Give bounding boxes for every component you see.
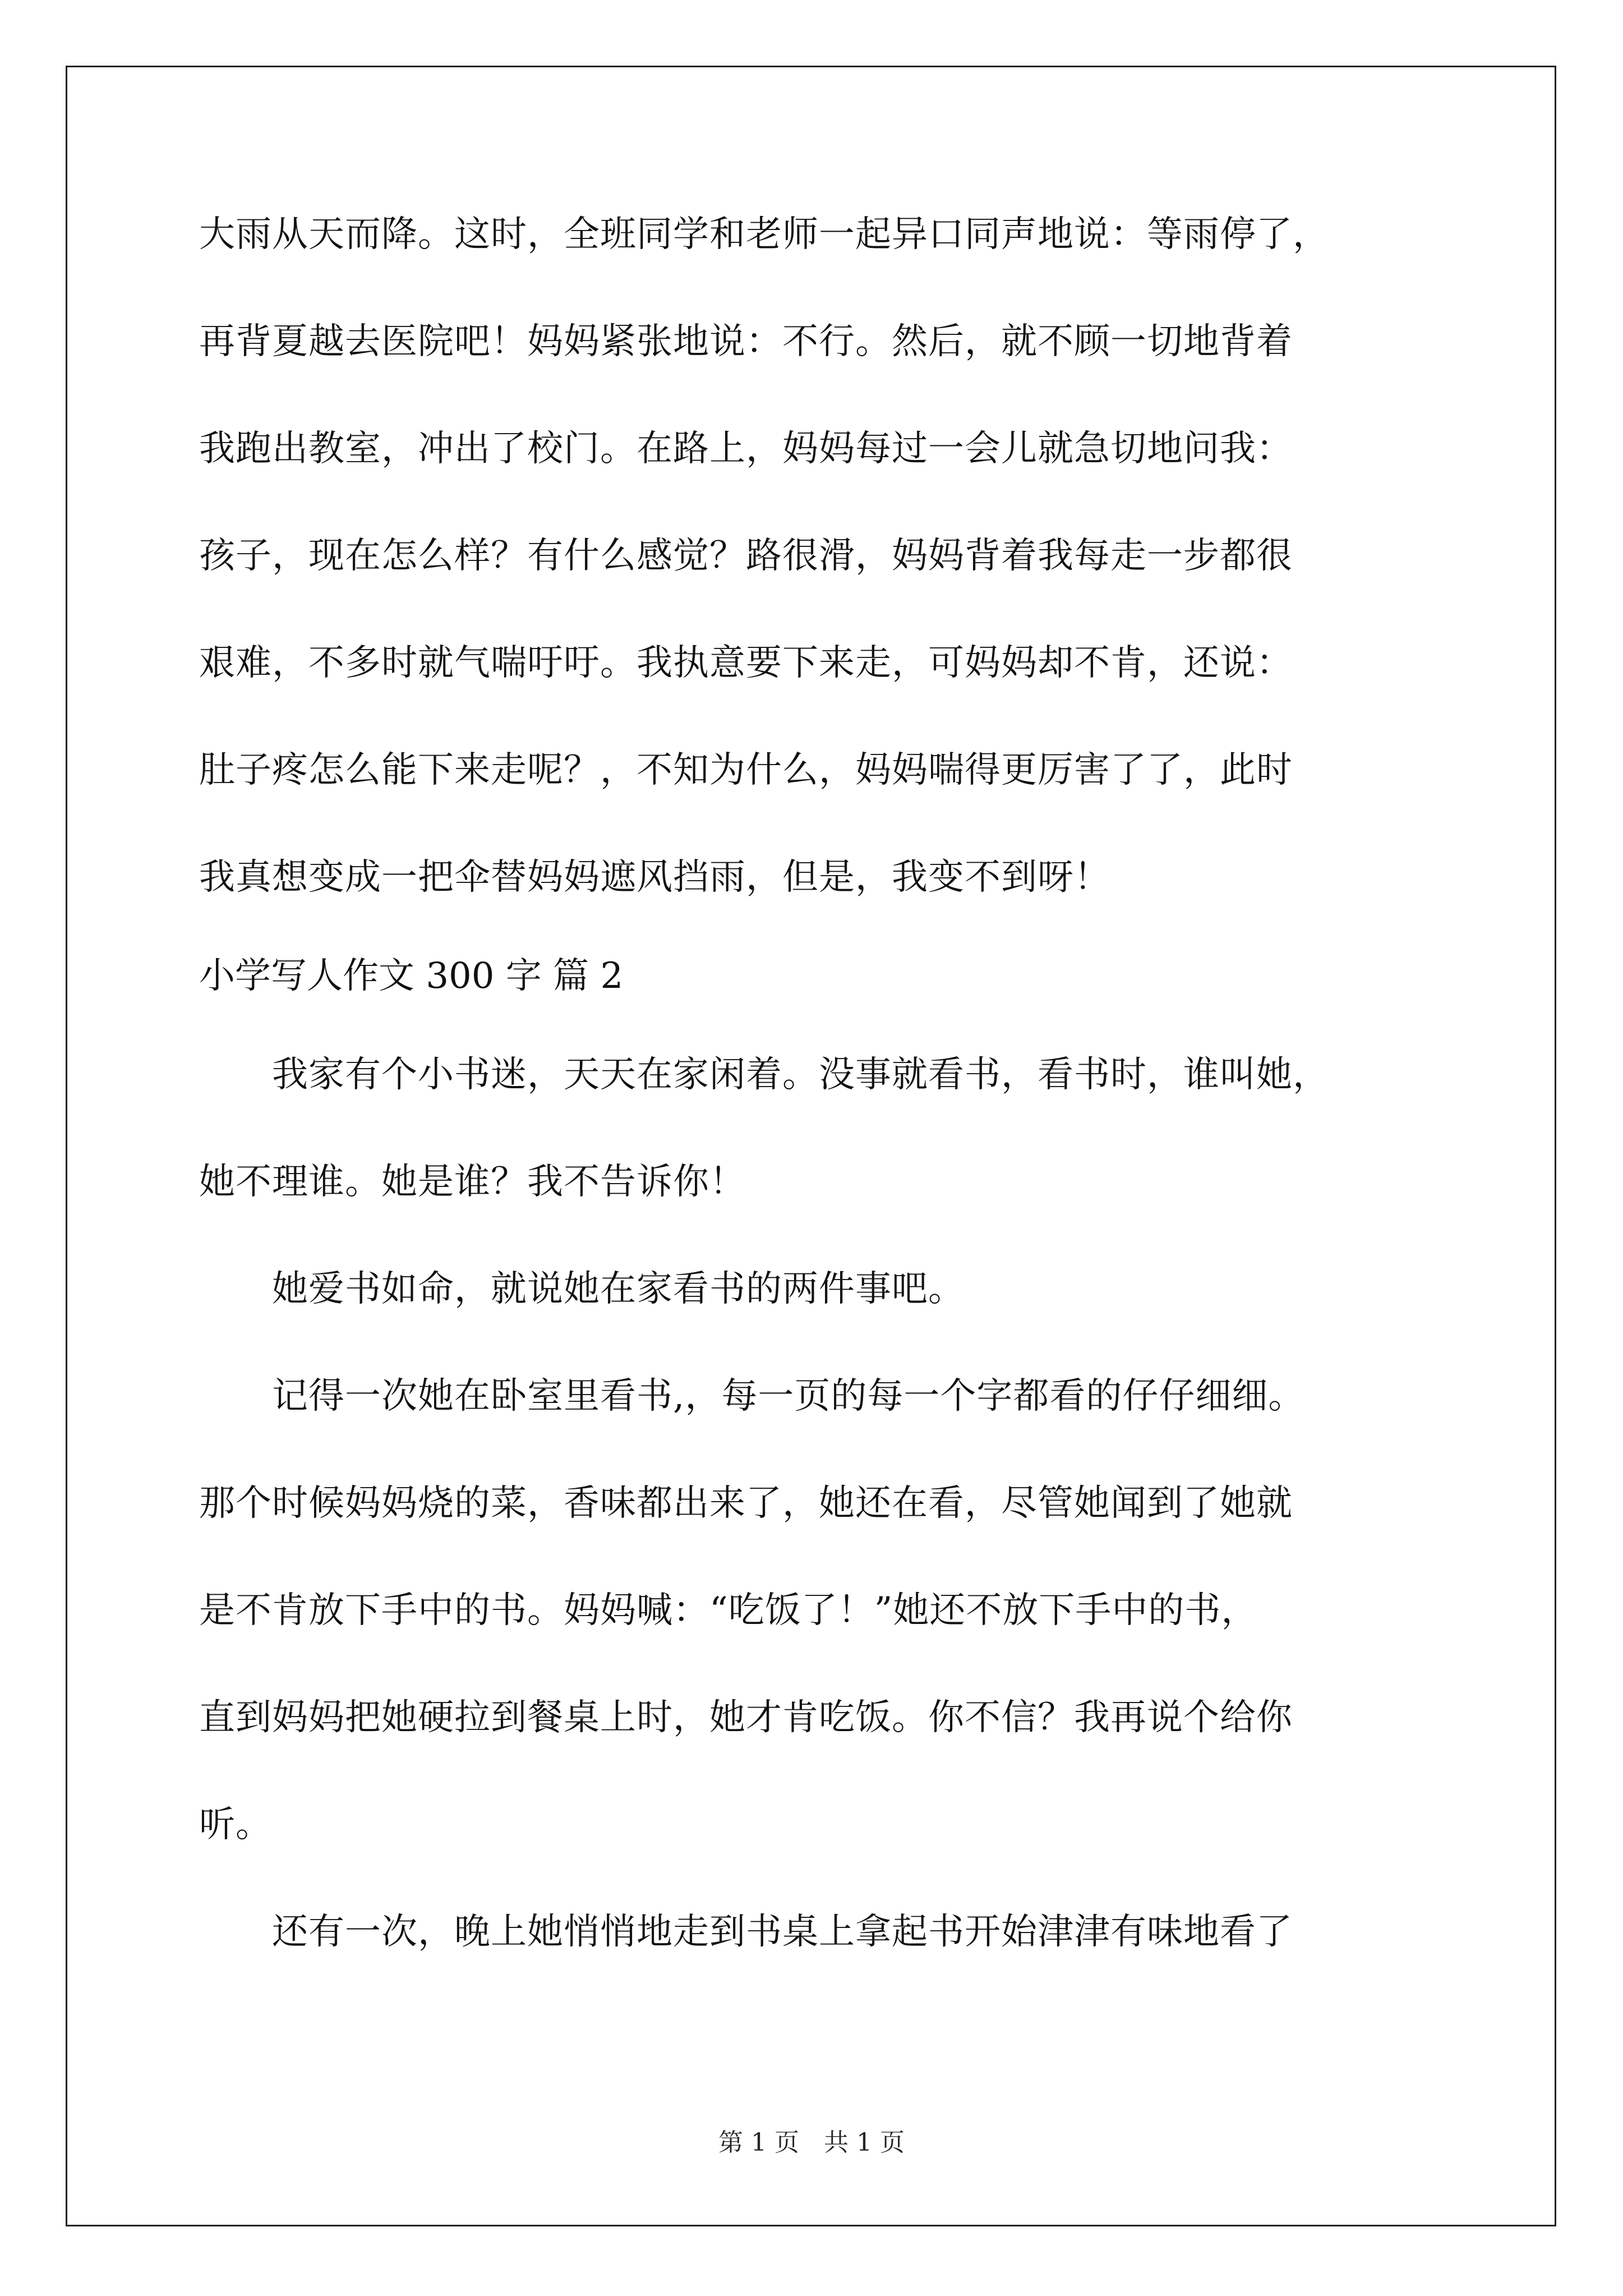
page-border [66, 66, 1556, 2226]
text-line: 我家有个小书迷，天天在家闲着。没事就看书，看书时，谁叫她， [199, 1054, 1329, 1096]
text-line: 记得一次她在卧室里看书,，每一页的每一个字都看的仔仔细细。 [199, 1375, 1305, 1417]
text-line: 孩子，现在怎么样？有什么感觉？路很滑，妈妈背着我每走一步都很 [199, 535, 1293, 577]
text-line: 肚子疼怎么能下来走呢？，不知为什么，妈妈喘得更厉害了了，此时 [199, 749, 1293, 791]
text-line: 那个时候妈妈烧的菜，香味都出来了，她还在看，尽管她闻到了她就 [199, 1483, 1293, 1524]
text-line: 还有一次，晚上她悄悄地走到书桌上拿起书开始津津有味地看了 [199, 1911, 1293, 1953]
text-line: 她爱书如命，就说她在家看书的两件事吧。 [199, 1268, 965, 1310]
text-line: 大雨从天而降。这时，全班同学和老师一起异口同声地说：等雨停了， [199, 214, 1329, 255]
section-heading: 小学写人作文 300 字 篇 2 [199, 955, 624, 997]
page-footer: 第 1 页 共 1 页 [718, 2128, 905, 2157]
text-line: 再背夏越去医院吧！妈妈紧张地说：不行。然后，就不顾一切地背着 [199, 321, 1293, 362]
text-line: 我真想变成一把伞替妈妈遮风挡雨，但是，我变不到呀！ [199, 857, 1110, 898]
text-line: 我跑出教室，冲出了校门。在路上，妈妈每过一会儿就急切地问我： [199, 428, 1293, 470]
text-line: 她不理谁。她是谁？我不告诉你！ [199, 1161, 746, 1203]
text-line: 是不肯放下手中的书。妈妈喊：“吃饭了！”她还不放下手中的书， [199, 1590, 1258, 1631]
text-line: 艰难，不多时就气喘吁吁。我执意要下来走，可妈妈却不肯，还说： [199, 642, 1293, 684]
text-line: 听。 [199, 1804, 272, 1846]
text-line: 直到妈妈把她硬拉到餐桌上时，她才肯吃饭。你不信？我再说个给你 [199, 1697, 1293, 1738]
